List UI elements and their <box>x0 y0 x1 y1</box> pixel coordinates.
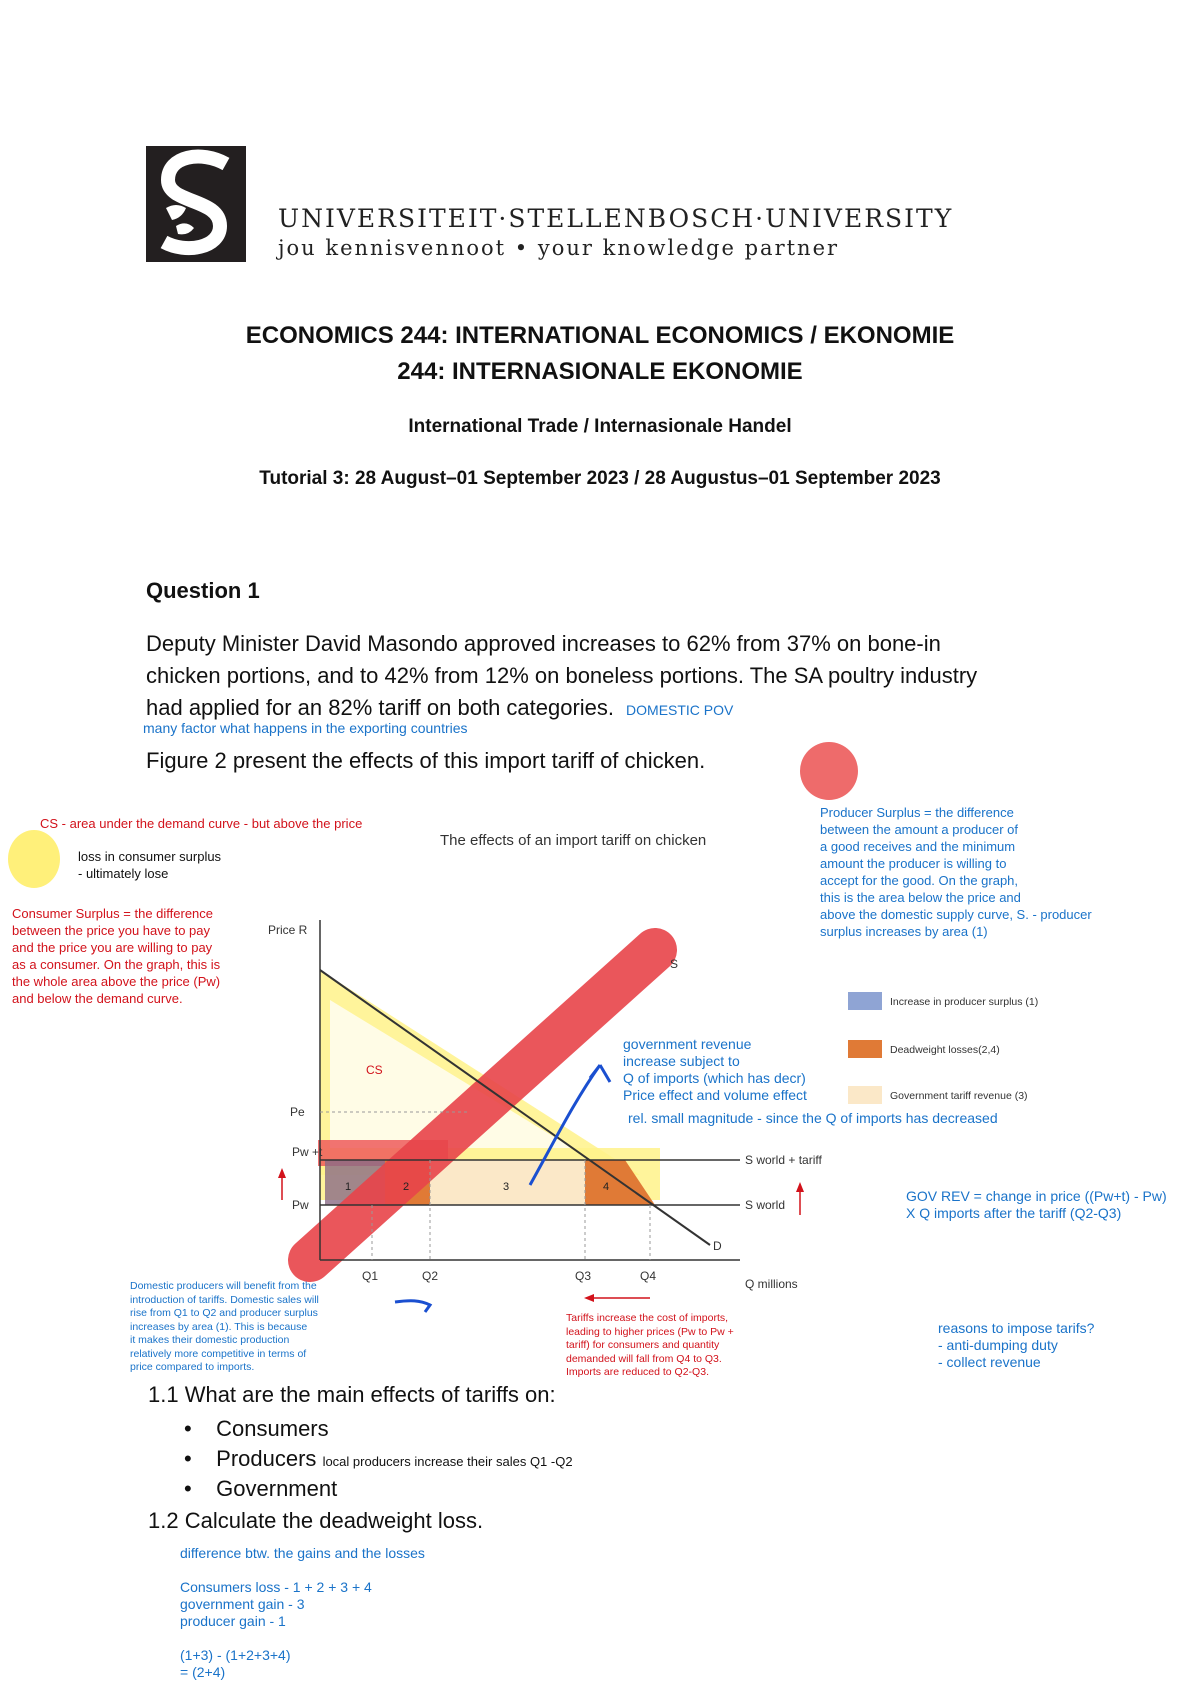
legend-revenue: Government tariff revenue (3) <box>890 1090 1028 1102</box>
note-line: Q of imports (which has decr) <box>623 1070 806 1086</box>
reasons-note <box>938 1320 1094 1371</box>
list-item: • Government <box>184 1476 338 1501</box>
q1-tick: Q1 <box>362 1269 379 1283</box>
gov-revenue-formula <box>906 1188 1167 1222</box>
blue-pen-mark <box>395 1301 430 1312</box>
q3-tick: Q3 <box>575 1269 592 1283</box>
para-line-text: had applied for an 82% tariff on both categories. <box>146 695 615 720</box>
note-line <box>180 1630 425 1647</box>
gov-revenue-note <box>623 1036 807 1104</box>
domestic-producers-note <box>130 1280 319 1375</box>
note-line: above the domestic supply curve, S. - producer <box>820 907 1092 922</box>
y-axis-label: Price R <box>268 923 308 937</box>
q-arrow-icon <box>584 1294 594 1302</box>
note-line: surplus increases by area (1) <box>820 924 988 939</box>
note-line: producer gain - 1 <box>180 1613 286 1629</box>
legend-swatch-producer <box>848 992 882 1010</box>
area-2-label: 2 <box>403 1181 410 1193</box>
left-arrow-icon <box>278 1168 286 1178</box>
tutorial-date: Tutorial 3: 28 August–01 September 2023 / 28 Augustus–01 September 2023 <box>259 468 941 489</box>
red-highlight-blob <box>800 742 858 800</box>
deadweight-notes <box>180 1545 425 1681</box>
cs-definition-long <box>12 905 220 1007</box>
note-line <box>180 1562 425 1579</box>
legend-swatch-deadweight <box>848 1040 882 1058</box>
note-line: loss in consumer surplus <box>78 849 222 864</box>
question-1-1-heading: 1.1 What are the main effects of tariffs on: <box>148 1382 556 1407</box>
pe-tick: Pe <box>290 1105 305 1119</box>
para-line: Deputy Minister David Masondo approved increases to 62% from 37% on bone-in <box>146 631 941 656</box>
question-1-heading: Question 1 <box>146 578 260 603</box>
note-line: a good receives and the minimum <box>820 839 1016 854</box>
note-line: between the amount a producer of <box>820 822 1019 837</box>
note-line: government revenue <box>623 1036 752 1052</box>
bullet-label: Consumers <box>216 1416 329 1441</box>
note-line: Consumer Surplus = the difference <box>12 906 214 921</box>
producers-note: local producers increase their sales Q1 -Q2 <box>322 1454 573 1469</box>
note-line: and the price you are willing to pay <box>12 940 213 955</box>
note-line: leading to higher prices (Pw to Pw + <box>566 1325 734 1338</box>
pw-tick: Pw <box>292 1198 309 1212</box>
topic-subtitle: International Trade / Internasionale Handel <box>408 416 792 437</box>
university-logo <box>146 146 246 262</box>
ps-definition <box>820 804 1092 940</box>
figure-intro: Figure 2 present the effects of this import tariff of chicken. <box>146 748 706 773</box>
note-line: reasons to impose tarifs? <box>938 1320 1095 1336</box>
cs-definition-short: CS - area under the demand curve - but above the price <box>40 816 363 831</box>
tariff-cost-note <box>566 1312 734 1380</box>
legend-producer: Increase in producer surplus (1) <box>890 996 1039 1008</box>
note-line: and below the demand curve. <box>12 991 183 1006</box>
area-4-label: 4 <box>603 1181 610 1193</box>
note-line: tariff) for consumers and quantity <box>566 1339 720 1351</box>
note-line: X Q imports after the tariff (Q2-Q3) <box>906 1205 1122 1221</box>
list-item: • Consumers <box>184 1416 329 1441</box>
note-line: increases by area (1). This is because <box>130 1320 308 1333</box>
effects-list <box>184 1416 573 1506</box>
note-line: between the price you have to pay <box>12 923 211 938</box>
many-factor-note: many factor what happens in the exporting countries <box>143 720 468 736</box>
university-name: UNIVERSITEIT·STELLENBOSCH·UNIVERSITY <box>278 204 954 233</box>
pwt-tick: Pw +t <box>292 1145 323 1159</box>
note-line: (1+3) - (1+2+3+4) <box>180 1647 291 1663</box>
area-3-label: 3 <box>503 1181 510 1193</box>
question-1-2-heading: 1.2 Calculate the deadweight loss. <box>148 1508 484 1533</box>
list-item: • Producers local producers increase their sales Q1 -Q2 <box>184 1446 573 1471</box>
note-line: the whole area above the price (Pw) <box>12 974 221 989</box>
note-line: increase subject to <box>623 1053 740 1069</box>
x-axis-label: Q millions <box>745 1277 798 1291</box>
q2-tick: Q2 <box>422 1269 439 1283</box>
cs-label: CS <box>366 1063 383 1077</box>
note-line: introduction of tariffs. Domestic sales will <box>130 1293 319 1306</box>
logo-shield-icon <box>146 146 246 262</box>
note-line: this is the area below the price and <box>820 890 1021 905</box>
course-title-line2: 244: INTERNASIONALE EKONOMIE <box>397 358 803 385</box>
s-world-tariff-label: S world + tariff <box>745 1153 822 1167</box>
demand-label: D <box>713 1239 722 1253</box>
loss-consumer-surplus <box>78 848 221 882</box>
note-line: it makes their domestic production <box>130 1334 290 1346</box>
legend-swatch-revenue <box>848 1086 882 1104</box>
domestic-pov-note: DOMESTIC POV <box>626 702 734 718</box>
note-line: GOV REV = change in price ((Pw+t) - Pw) <box>906 1188 1167 1204</box>
note-line: Domestic producers will benefit from the <box>130 1280 317 1292</box>
note-line: - anti-dumping duty <box>938 1337 1058 1353</box>
university-tagline: jou kennisvennoot • your knowledge partner <box>278 236 840 260</box>
q4-tick: Q4 <box>640 1269 657 1283</box>
note-line: - ultimately lose <box>78 866 169 881</box>
note-line: Tariffs increase the cost of imports, <box>566 1312 729 1324</box>
supply-label: S <box>670 957 679 971</box>
note-line: = (2+4) <box>180 1664 226 1680</box>
course-title-line1: ECONOMICS 244: INTERNATIONAL ECONOMICS / EKONOMIE <box>245 322 955 349</box>
legend-deadweight: Deadweight losses(2,4) <box>890 1044 1000 1056</box>
note-line: relatively more competitive in terms of <box>130 1347 307 1360</box>
note-line: price compared to imports. <box>130 1361 255 1373</box>
note-line: rise from Q1 to Q2 and producer surplus <box>130 1307 318 1319</box>
note-line: as a consumer. On the graph, this is <box>12 957 221 972</box>
note-line: Producer Surplus = the difference <box>820 805 1014 820</box>
note-line: amount the producer is willing to <box>820 856 1007 871</box>
note-line: difference btw. the gains and the losses <box>180 1545 425 1561</box>
question-1-text <box>146 628 1066 726</box>
note-line: Imports are reduced to Q2-Q3. <box>566 1366 709 1378</box>
chart-title: The effects of an import tariff on chicken <box>440 832 707 849</box>
rel-small-note: rel. small magnitude - since the Q of imports has decreased <box>628 1110 998 1126</box>
para-line: chicken portions, and to 42% from 12% on boneless portions. The SA poultry industry <box>146 663 978 688</box>
area-1-label: 1 <box>345 1181 352 1193</box>
note-line: government gain - 3 <box>180 1596 305 1612</box>
bullet-label: Producers <box>216 1446 317 1471</box>
note-line: accept for the good. On the graph, <box>820 873 1019 888</box>
note-line: - collect revenue <box>938 1354 1041 1370</box>
note-line: Price effect and volume effect <box>623 1087 807 1103</box>
note-line: demanded will fall from Q4 to Q3. <box>566 1352 722 1365</box>
note-line: Consumers loss - 1 + 2 + 3 + 4 <box>180 1579 372 1595</box>
bullet-label: Government <box>216 1476 338 1501</box>
right-arrow-icon <box>796 1182 804 1192</box>
s-world-label: S world <box>745 1198 786 1212</box>
